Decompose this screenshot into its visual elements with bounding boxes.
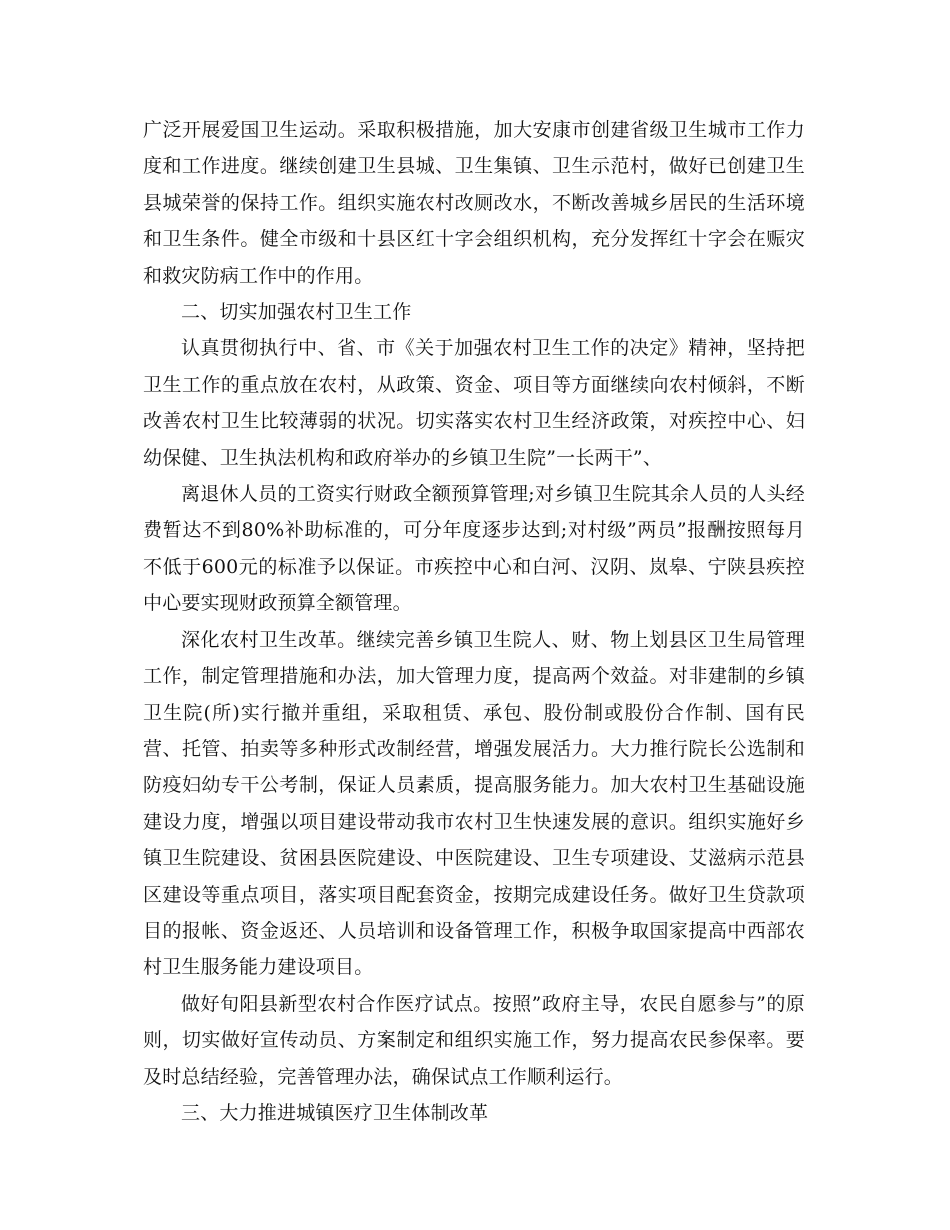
document-page [143, 112, 805, 1131]
section-heading-urban-reform: 三、大力推进城镇医疗卫生体制改革 [181, 1101, 489, 1124]
paragraph-sanitation-campaign: 广泛开展爱国卫生运动。采取积极措施，加大安康市创建省级卫生城市工作力度和工作进度。继续创建卫生县城、卫生集镇、卫生示范村，做好已创建卫生县城荣誉的保持工作。组织实施农村改厕改水，不断改善城乡居民的生活环境和卫生条件。健全市级和十县区红十字会组织机构，充分发挥红十字会在赈灾和救灾防病工作中的作用。 [143, 119, 805, 287]
section-heading-rural-health: 二、切实加强农村卫生工作 [181, 301, 412, 324]
paragraph-rural-reform: 深化农村卫生改革。继续完善乡镇卫生院人、财、物上划县区卫生局管理工作，制定管理措施和办法，加大管理力度，提高两个效益。对非建制的乡镇卫生院(所)实行撤并重组，采取租赁、承包、股份制或股份合作制、国有民营、托管、拍卖等多种形式改制经营，增强发展活力。大力推行院长公选制和防疫妇幼专干公考制，保证人员素质，提高服务能力。加大农村卫生基础设施建设力度，增强以项目建设带动我市农村卫生快速发展的意识。组织实施好乡镇卫生院建设、贫困县医院建设、中医院建设、卫生专项建设、艾滋病示范县区建设等重点项目，落实项目配套资金，按期完成建设任务。做好卫生贷款项目的报帐、资金返还、人员培训和设备管理工作，积极争取国家提高中西部农村卫生服务能力建设项目。 [143, 628, 805, 979]
paragraph-retiree-salaries: 离退休人员的工资实行财政全额预算管理;对乡镇卫生院其余人员的人头经费暂达不到80%补助标准的，可分年度逐步达到;对村级”两员”报酬按照每月不低于600元的标准予以保证。市疾控中心和白河、汉阴、岚皋、宁陕县疾控中心要实现财政预算全额管理。 [143, 483, 805, 615]
paragraph-cooperative-medical-pilot: 做好旬阳县新型农村合作医疗试点。按照”政府主导，农民自愿参与”的原则，切实做好宣传动员、方案制定和组织实施工作，努力提高农民参保率。要及时总结经验，完善管理办法，确保试点工作顺利运行。 [143, 992, 805, 1088]
paragraph-rural-policy: 认真贯彻执行中、省、市《关于加强农村卫生工作的决定》精神，坚持把卫生工作的重点放在农村，从政策、资金、项目等方面继续向农村倾斜，不断改善农村卫生比较薄弱的状况。切实落实农村卫生经济政策，对疾控中心、妇幼保健、卫生执法机构和政府举办的乡镇卫生院”一长两干”、 [143, 337, 805, 469]
